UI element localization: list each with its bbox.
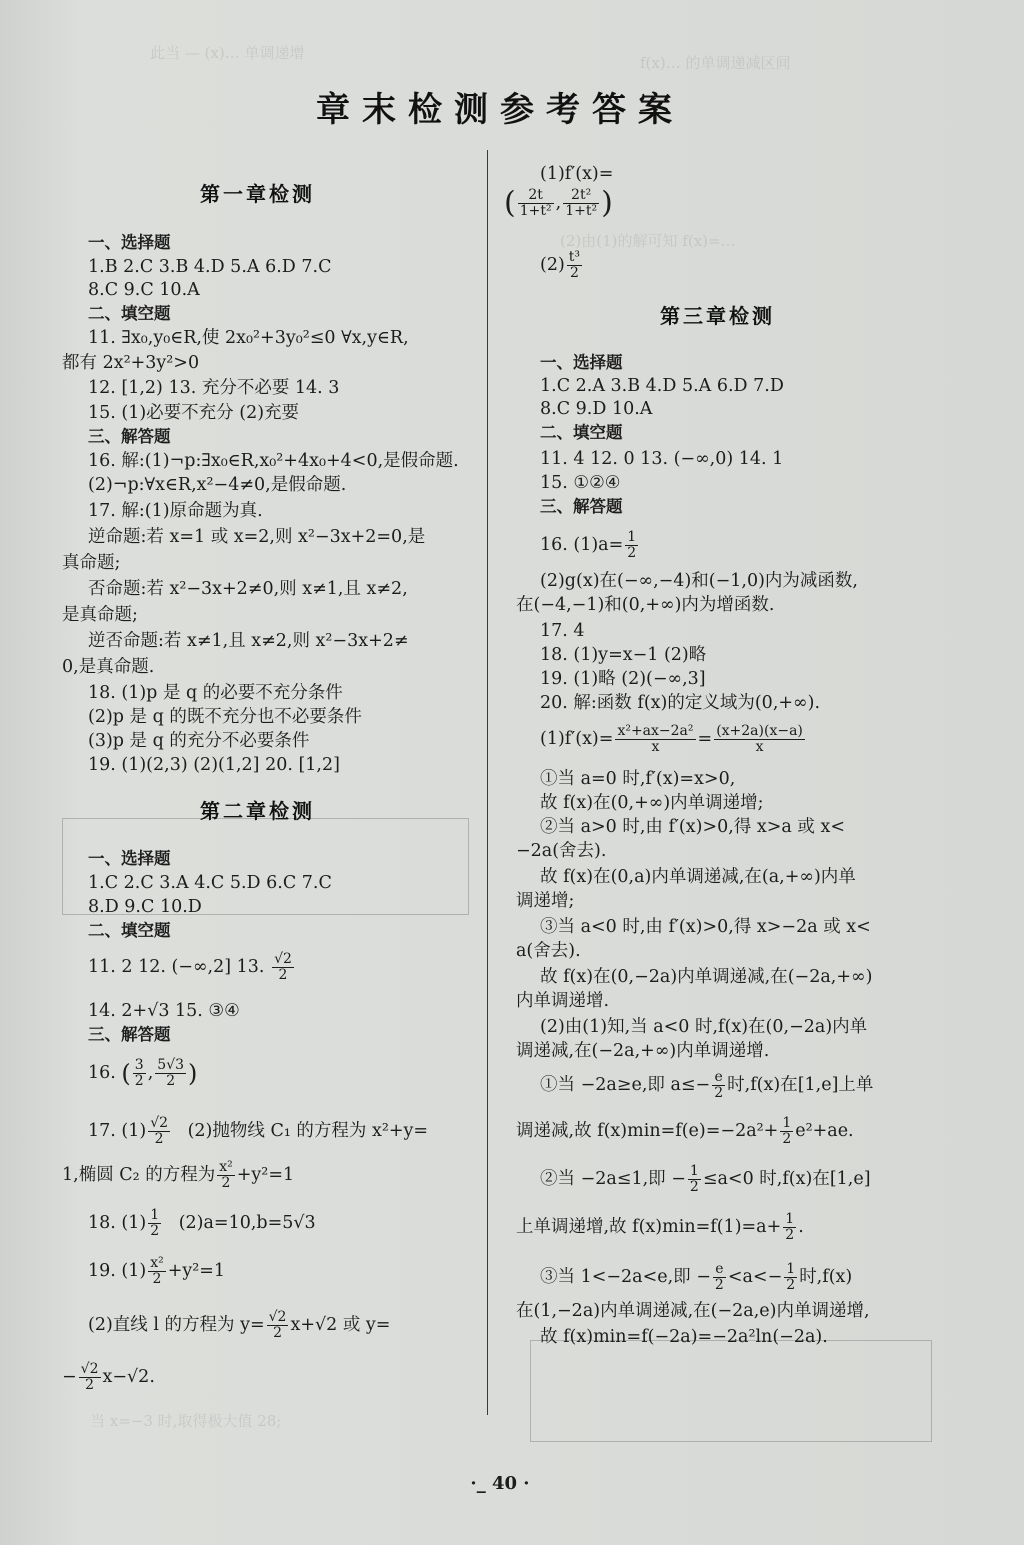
fraction — [714, 724, 805, 755]
paren-right: ) — [188, 1059, 198, 1088]
answer-line — [540, 530, 640, 561]
answer-text: 时,f(x)在[1,e]上单 — [727, 1075, 874, 1095]
denominator: 2 — [273, 1325, 282, 1341]
answer-line: (3)p 是 q 的充分不必要条件 — [88, 731, 310, 751]
fraction — [133, 1058, 146, 1089]
answer-text: (2)抛物线 C₁ 的方程为 x²+y= — [187, 1121, 429, 1141]
fraction — [713, 1262, 726, 1293]
fraction — [784, 1262, 797, 1293]
answer-line: 真命题; — [62, 553, 121, 573]
denominator: 2 — [278, 967, 288, 983]
section-heading: 一、选择题 — [540, 353, 623, 372]
answer-line: (2)由(1)知,当 a<0 时,f(x)在(0,−2a)内单 — [540, 1017, 868, 1037]
answer-text: (2)a=10,b=5√3 — [178, 1213, 316, 1233]
denominator: 2 — [569, 265, 579, 281]
numerator: √2 — [268, 1309, 287, 1325]
answer-line: 11. ∃x₀,y₀∈R,使 2x₀²+3y₀²≤0 ∀x,y∈R, — [88, 328, 409, 348]
answer-line: 在(1,−2a)内单调递减,在(−2a,e)内单调递增, — [516, 1301, 870, 1321]
denominator: 2 — [150, 1223, 160, 1239]
fraction — [217, 1160, 235, 1191]
chapter-1-heading: 第一章检测 — [200, 182, 315, 206]
answer-text: x−√2. — [102, 1367, 155, 1387]
answer-line — [88, 1208, 316, 1239]
answer-line: 18. (1)p 是 q 的必要不充分条件 — [88, 683, 343, 703]
fraction — [625, 530, 638, 561]
answer-line: 逆命题:若 x=1 或 x=2,则 x²−3x+2=0,是 — [88, 527, 426, 547]
answer-line — [540, 250, 584, 281]
answer-text: <a<− — [727, 1267, 783, 1287]
numerator: e — [712, 1070, 725, 1086]
answer-line — [62, 1362, 155, 1393]
numerator: √2 — [150, 1115, 169, 1131]
fraction — [567, 250, 582, 281]
paren-right: ) — [601, 185, 613, 221]
answer-line: 故 f(x)在(0,−2a)内单调递减,在(−2a,+∞) — [540, 967, 873, 987]
answer-line: ①当 a=0 时,f′(x)=x>0, — [540, 769, 736, 789]
numerator: 2t² — [563, 188, 599, 204]
numerator: 5√3 — [157, 1057, 185, 1073]
answer-line: a(舍去). — [516, 941, 581, 961]
fraction — [272, 952, 294, 983]
denominator: 2 — [134, 1073, 144, 1089]
answer-text: 时,f(x) — [799, 1267, 853, 1287]
answer-line: 12. [1,2) 13. 充分不必要 14. 3 — [88, 378, 340, 398]
fraction — [148, 1116, 170, 1147]
answer-line: 都有 2x²+3y²>0 — [62, 353, 200, 373]
answer-text: 18. (1) — [88, 1213, 147, 1233]
page-dot: · — [517, 1473, 530, 1494]
answer-line — [88, 1116, 428, 1147]
answer-text: (1)f′(x)= — [540, 729, 614, 749]
section-heading: 二、填空题 — [540, 423, 623, 442]
answer-line: 16. ( $\frac{3}{2}$ , $\frac{5√3}{2}$ ) — [88, 1057, 198, 1089]
page-number-value: 40 — [491, 1473, 518, 1494]
column-divider — [487, 150, 488, 1415]
answer-line: 17. 解:(1)原命题为真. — [88, 501, 263, 521]
answer-line: (2)p 是 q 的既不充分也不必要条件 — [88, 707, 362, 727]
numerator: x² — [150, 1255, 164, 1271]
answer-text: − — [62, 1367, 77, 1387]
numerator: 1 — [785, 1211, 795, 1227]
denominator: 2 — [786, 1277, 796, 1293]
answer-line: (2)¬p:∀x∈R,x²−4≠0,是假命题. — [88, 475, 347, 495]
bleed-through-text: 当 x=−3 时,取得极大值 28; — [90, 1412, 282, 1430]
answer-line: 15. (1)必要不充分 (2)充要 — [88, 403, 300, 423]
chapter-3-heading: 第三章检测 — [660, 304, 775, 328]
answer-text: 16. — [88, 1063, 116, 1083]
denominator: x — [755, 739, 764, 755]
denominator: 1+t² — [565, 203, 598, 219]
chapter-2-heading: 第二章检测 — [200, 799, 315, 823]
answer-line: 14. 2+√3 15. ③④ — [88, 1001, 240, 1021]
answer-line: 否命题:若 x²−3x+2≠0,则 x≠1,且 x≠2, — [88, 579, 408, 599]
answer-text: 1,椭圆 C₂ 的方程为 — [62, 1165, 216, 1185]
denominator: 2 — [154, 1131, 164, 1147]
answer-line — [516, 1212, 804, 1243]
answer-line — [516, 1116, 854, 1147]
answer-line: (2)g(x)在(−∞,−4)和(−1,0)内为减函数, — [540, 571, 858, 591]
paren-left: ( — [504, 185, 516, 221]
answer-line: 逆否命题:若 x≠1,且 x≠2,则 x²−3x+2≠ — [88, 631, 409, 651]
numerator: 1 — [786, 1261, 796, 1277]
answer-line: 15. ①②④ — [540, 473, 621, 493]
answer-text: ①当 −2a≥e,即 a≤− — [540, 1075, 711, 1095]
faint-table-outline — [530, 1340, 932, 1442]
answer-line — [540, 1164, 871, 1195]
answer-line: 是真命题; — [62, 605, 138, 625]
numerator: 3 — [134, 1057, 144, 1073]
answer-line: 调递增; — [516, 891, 575, 911]
answer-line — [88, 952, 296, 983]
fraction — [712, 1070, 725, 1101]
denominator: 2 — [714, 1085, 724, 1101]
denominator: 2 — [689, 1179, 699, 1195]
answer-line: 18. (1)y=x−1 (2)略 — [540, 645, 707, 665]
fraction — [148, 1256, 166, 1287]
denominator: x — [651, 739, 660, 755]
answer-text: 16. (1)a= — [540, 535, 624, 555]
answer-line — [88, 1256, 225, 1287]
answer-text: 调递减,故 f(x)min=f(e)=−2a²+ — [516, 1121, 779, 1141]
page-title: 章末检测参考答案 — [316, 90, 684, 130]
section-heading: 三、解答题 — [88, 427, 171, 446]
answer-text: (2) — [540, 255, 565, 275]
denominator: 2 — [785, 1227, 795, 1243]
answer-line: 17. 4 — [540, 621, 585, 641]
numerator: 1 — [782, 1115, 792, 1131]
section-heading: 三、解答题 — [540, 497, 623, 516]
section-heading: 一、选择题 — [88, 849, 171, 868]
bleed-through-text: (2)由(1)的解可知 f(x)=… — [560, 232, 736, 250]
answer-line: 在(−4,−1)和(0,+∞)内为增函数. — [516, 595, 775, 615]
answer-line: 8.C 9.C 10.A — [88, 280, 200, 300]
section-heading: 二、填空题 — [88, 921, 171, 940]
section-heading: 二、填空题 — [88, 304, 171, 323]
fraction — [155, 1058, 186, 1089]
answer-line: 8.D 9.C 10.D — [88, 897, 202, 917]
answer-line: 16. 解:(1)¬p:∃x₀∈R,x₀²+4x₀+4<0,是假命题. — [88, 451, 459, 471]
answer-line: 0,是真命题. — [62, 657, 155, 677]
answer-text: ②当 −2a≤1,即 − — [540, 1169, 686, 1189]
numerator: x²+ax−2a² — [617, 723, 694, 739]
answer-line: (1)f′(x)= — [540, 164, 614, 184]
numerator: (x+2a)(x−a) — [716, 723, 803, 739]
bleed-through-text: 此当 — (x)… 单调递增 — [150, 44, 305, 62]
fraction — [148, 1208, 161, 1239]
answer-line — [540, 724, 807, 755]
answer-text: ③当 1<−2a<e,即 − — [540, 1267, 711, 1287]
denominator: 2 — [221, 1175, 231, 1191]
section-heading: 一、选择题 — [88, 233, 171, 252]
denominator: 1+t² — [519, 203, 552, 219]
fraction — [783, 1212, 796, 1243]
answer-line: 19. (1)(2,3) (2)(1,2] 20. [1,2] — [88, 755, 340, 775]
answer-text: = — [697, 729, 713, 749]
answer-line: 故 f(x)min=f(−2a)=−2a²ln(−2a). — [540, 1327, 828, 1347]
numerator: √2 — [274, 951, 292, 967]
fraction — [518, 188, 554, 219]
answer-line: 内单调递增. — [516, 991, 610, 1011]
denominator: 2 — [627, 545, 637, 561]
fraction — [563, 188, 599, 219]
numerator: 1 — [150, 1207, 160, 1223]
bleed-through-text: f(x)… 的单调递减区间 — [640, 54, 791, 72]
numerator: x² — [219, 1159, 233, 1175]
answer-text: e²+ae. — [795, 1121, 854, 1141]
answer-line: 1.B 2.C 3.B 4.D 5.A 6.D 7.C — [88, 257, 332, 277]
answer-line: ( $\frac{2t}{\text{1+t²}}$ , $\frac{\text{2t²}}{\text{1+t²}}$ ) — [504, 185, 613, 221]
answer-text: +y²=1 — [167, 1261, 226, 1281]
answer-line: 1.C 2.A 3.B 4.D 5.A 6.D 7.D — [540, 376, 784, 396]
answer-text: (2)直线 l 的方程为 y= — [88, 1315, 265, 1335]
numerator: 1 — [689, 1163, 699, 1179]
fraction — [780, 1116, 793, 1147]
denominator: 2 — [85, 1377, 95, 1393]
answer-line: 19. (1)略 (2)(−∞,3] — [540, 669, 706, 689]
denominator: 2 — [166, 1073, 176, 1089]
answer-line: 调递减,在(−2a,+∞)内单调递增. — [516, 1041, 770, 1061]
answer-text: +y²=1 — [236, 1165, 295, 1185]
answer-line — [62, 1160, 294, 1191]
numerator: 1 — [627, 529, 637, 545]
numerator: √2 — [80, 1361, 99, 1377]
answer-line — [540, 1262, 852, 1293]
answer-line: ②当 a>0 时,由 f′(x)>0,得 x>a 或 x< — [540, 817, 846, 837]
answer-text: 11. 2 12. (−∞,2] 13. — [88, 957, 265, 977]
answer-text: 19. (1) — [88, 1261, 147, 1281]
answer-line: ③当 a<0 时,由 f′(x)>0,得 x>−2a 或 x< — [540, 917, 871, 937]
paren-left: ( — [121, 1059, 131, 1088]
answer-line: 1.C 2.C 3.A 4.C 5.D 6.C 7.C — [88, 873, 332, 893]
answer-line: 20. 解:函数 f(x)的定义域为(0,+∞). — [540, 693, 821, 713]
answer-line: 8.C 9.D 10.A — [540, 399, 653, 419]
numerator: 2t — [518, 188, 554, 204]
denominator: 2 — [782, 1131, 792, 1147]
numerator: e — [713, 1262, 726, 1278]
answer-text: x+√2 或 y= — [290, 1315, 391, 1335]
fraction — [267, 1310, 289, 1341]
answer-text: ≤a<0 时,f(x)在[1,e] — [702, 1169, 871, 1189]
answer-text: 上单调递增,故 f(x)min=f(1)=a+ — [516, 1217, 782, 1237]
numerator: t³ — [568, 249, 581, 265]
fraction — [615, 724, 695, 755]
answer-line: 故 f(x)在(0,a)内单调递减,在(a,+∞)内单 — [540, 867, 856, 887]
answer-line: 故 f(x)在(0,+∞)内单调递增; — [540, 793, 764, 813]
page-number — [0, 1473, 1000, 1494]
answer-text: 17. (1) — [88, 1121, 147, 1141]
fraction — [79, 1362, 101, 1393]
answer-text: . — [798, 1217, 804, 1237]
denominator: 2 — [152, 1271, 162, 1287]
answer-line — [540, 1070, 873, 1101]
answer-line — [88, 1310, 390, 1341]
denominator: 2 — [714, 1277, 724, 1293]
section-heading: 三、解答题 — [88, 1025, 171, 1044]
answer-line: 11. 4 12. 0 13. (−∞,0) 14. 1 — [540, 449, 784, 469]
fraction — [688, 1164, 701, 1195]
answer-line: −2a(舍去). — [516, 841, 607, 861]
page-dot: ·_ — [470, 1473, 492, 1494]
